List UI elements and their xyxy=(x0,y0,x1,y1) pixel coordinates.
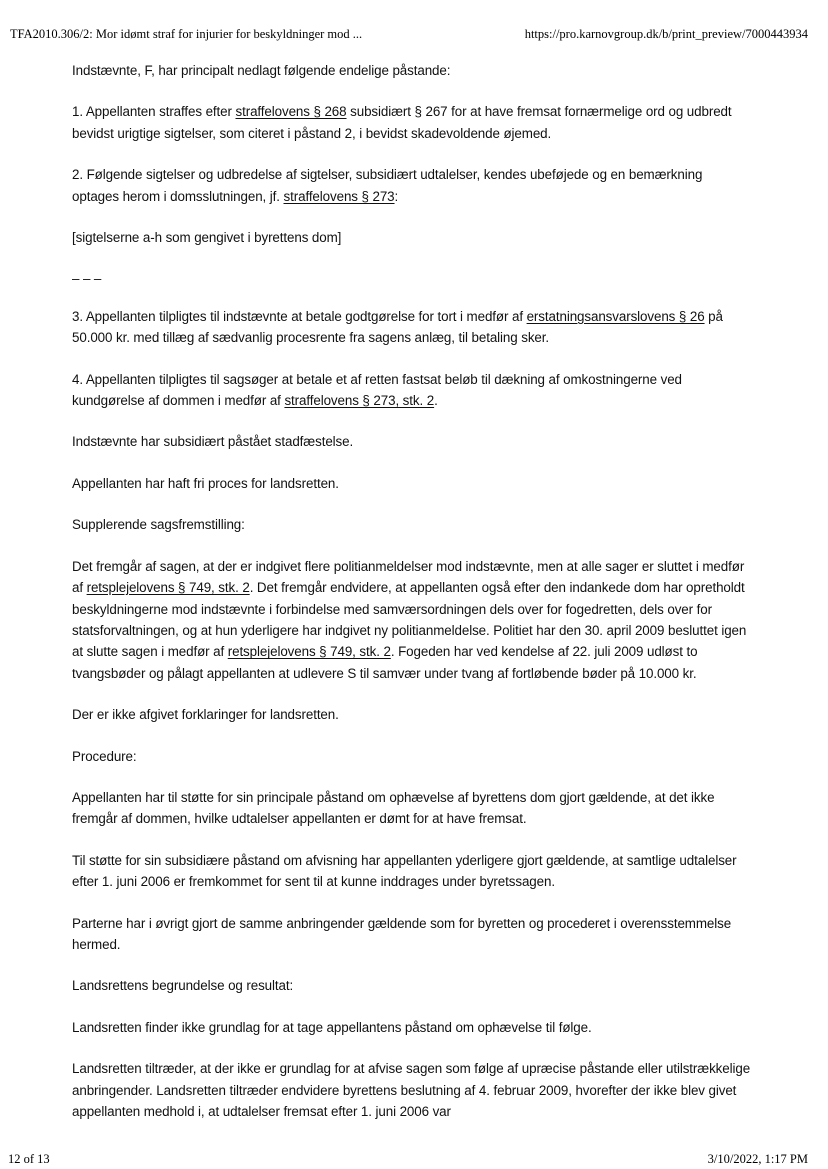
print-datetime: 3/10/2022, 1:17 PM xyxy=(707,1152,808,1166)
paragraph-free-process: Appellanten har haft fri proces for landsretten. xyxy=(72,475,339,491)
print-header xyxy=(10,27,808,42)
paragraph-claim-4: 4. Appellanten tilpligtes til sagsøger at betale et af retten fastsat beløb til dækning af omkostningerne ved kundgørelse af dommen i medfør af straffelovens § 273, stk. 2. xyxy=(72,371,682,409)
document-body xyxy=(72,60,752,1142)
link-straffelovens-273-stk-2[interactable]: straffelovens § 273, stk. 2 xyxy=(284,393,435,409)
paragraph-reasoning-1: Landsretten finder ikke grundlag for at tage appellantens påstand om ophævelse til følge. xyxy=(72,1019,592,1035)
section-separator: – – – xyxy=(72,271,102,287)
link-straffelovens-273[interactable]: straffelovens § 273 xyxy=(283,188,395,204)
paragraph-claims-intro: Indstævnte, F, har principalt nedlagt følgende endelige påstande: xyxy=(72,63,451,78)
paragraph-claim-2: 2. Følgende sigtelser og udbredelse af sigtelser, subsidiært udtalelser, kendes ubeføjede og en bemærkning optages herom i domsslutningen, jf. straffelovens § 273: xyxy=(72,167,703,204)
page-url: https://pro.karnovgroup.dk/b/print_preview/7000443934 xyxy=(524,27,808,41)
page-counter: 12 of 13 xyxy=(8,1152,50,1166)
heading-supplementary-facts: Supplerende sagsfremstilling: xyxy=(72,517,245,533)
paragraph-reasoning-2: Landsretten tiltræder, at der ikke er grundlag for at afvise sagen som følge af upræcise påstande eller utilstrækkelige anbringender. Landsretten tiltræder endvidere byrettens beslutning af 4. februar 2009, hvorefter der ikke blev givet appellanten medhold i, at udtalelser fremsat efter 1. juni 2006 var xyxy=(72,1061,751,1119)
paragraph-claim-3: 3. Appellanten tilpligtes til indstævnte at betale godtgørelse for tort i medfør af erstatningsansvarslovens § 26 på 50.000 kr. med tillæg af sædvanlig procesrente fra sagens anlæg, til betaling sker. xyxy=(72,308,723,346)
heading-court-reasoning: Landsrettens begrundelse og resultat: xyxy=(72,978,294,994)
paragraph-subsidiary-argument: Til støtte for sin subsidiære påstand om afvisning har appellanten yderligere gjort gældende, at samtlige udtalelser efter 1. juni 2006 er fremkommet for sent til at kunne inddrages under byretssagen. xyxy=(72,852,737,890)
paragraph-claim-1: 1. Appellanten straffes efter straffelovens § 268 subsidiært § 267 for at have fremsat fornærmelige ord og udbredt bevidst urigtige sigtelser, som citeret i påstand 2, i bevidst skadevoldende øjemed. xyxy=(72,104,732,141)
link-erstatningsansvarslovens-26[interactable]: erstatningsansvarslovens § 26 xyxy=(526,308,705,324)
paragraph-facts: Det fremgår af sagen, at der er indgivet flere politianmeldelser mod indstævnte, men at alle sager er sluttet i medfør af retsplejelovens § 749, stk. 2. Det fremgår endvidere, at appellanten også efter den indankede dom har opretholdt beskyldningerne mod indstævnte i forbindelse med samværsordningen dels over for fogedretten, dels over for statsforvaltningen, og at hun yderligere har indgivet ny politianmeldelse. Politiet har den 30. april 2009 besluttet igen at slutte sagen i medfør af retsplejelovens § 749, stk. 2. Fogeden har ved kendelse af 22. juli 2009 udløst to tvangsbøder og pålagt appellanten at udlevere S til samvær under tvang af fortløbende bøder på 10.000 kr. xyxy=(72,558,747,681)
paragraph-bracket-note: [sigtelserne a-h som gengivet i byrettens dom] xyxy=(72,230,342,246)
link-straffelovens-268[interactable]: straffelovens § 268 xyxy=(235,104,347,120)
paragraph-parties-arguments: Parterne har i øvrigt gjort de samme anbringender gældende som for byretten og procederet i overensstemmelse hermed. xyxy=(72,915,732,952)
heading-procedure: Procedure: xyxy=(72,748,137,764)
link-retsplejelovens-749-stk-2[interactable]: retsplejelovens § 749, stk. 2 xyxy=(86,580,250,596)
paragraph-principal-argument: Appellanten har til støtte for sin principale påstand om ophævelse af byrettens dom gjort gældende, at det ikke fremgår af dommen, hvilke udtalelser appellanten er dømt for at have fremsat. xyxy=(72,789,715,827)
paragraph-no-testimony: Der er ikke afgivet forklaringer for landsretten. xyxy=(72,707,339,723)
paragraph-subsidiary-claim: Indstævnte har subsidiært påstået stadfæstelse. xyxy=(72,434,354,450)
print-footer xyxy=(8,1152,808,1167)
link-retsplejelovens-749-stk-2-second[interactable]: retsplejelovens § 749, stk. 2 xyxy=(227,644,391,660)
document-title: TFA2010.306/2: Mor idømt straf for injurier for beskyldninger mod ... xyxy=(10,27,363,41)
